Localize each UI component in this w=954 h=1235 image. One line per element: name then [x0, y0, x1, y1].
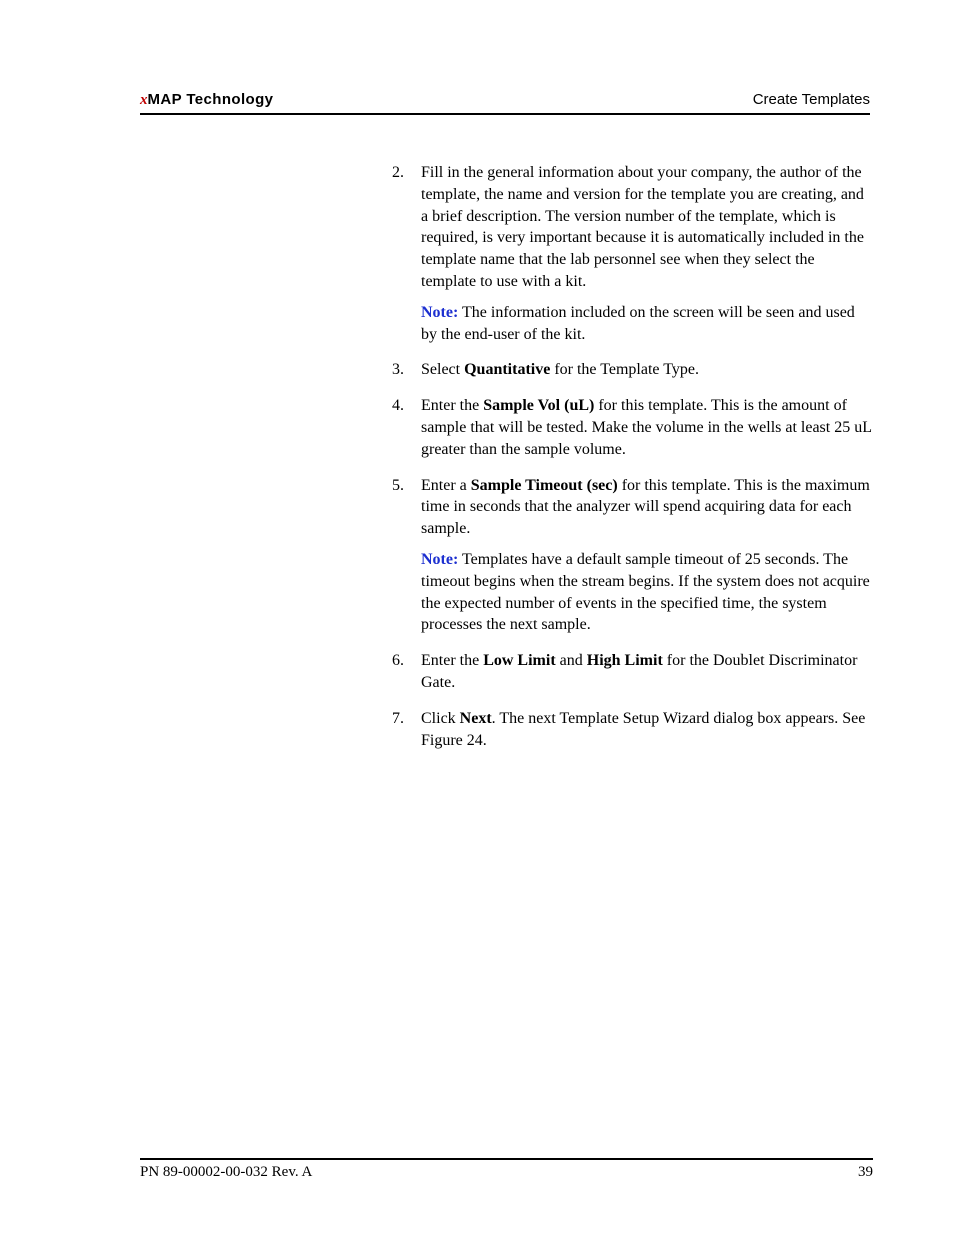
text-run: Select	[421, 361, 465, 379]
step-text: Fill in the general information about your company, the author of the template, the name and version for the template you are creating, and a brief description. The version number of the template, which is required, is very important because it is automatically included in the template name that the lab personnel see when they select the template to use with a kit.	[421, 164, 864, 290]
step-7	[392, 708, 872, 752]
ui-term: Sample Timeout (sec)	[470, 476, 618, 494]
page-number: 39	[858, 1164, 873, 1180]
text-run: Click	[421, 709, 460, 727]
note-text: Templates have a default sample timeout of 25 seconds. The timeout begins when the stream begins. If the system does not acquire the expected number of events in the specified time, the system processes the next sample.	[421, 550, 870, 634]
note-label: Note:	[421, 303, 459, 321]
brand-name: MAP Technology	[147, 91, 274, 108]
note-text: The information included on the screen will be seen and used by the end-user of the kit.	[421, 303, 855, 343]
page-header	[140, 90, 870, 115]
text-run: for the Doublet Discriminator Gate.	[421, 652, 858, 691]
page-footer	[140, 1158, 873, 1184]
ui-term: Sample Vol (uL)	[483, 397, 595, 415]
part-number: PN 89-00002-00-032 Rev. A	[140, 1164, 313, 1180]
step-text	[421, 395, 872, 460]
ui-term: High Limit	[586, 652, 663, 670]
step-number: 3.	[392, 361, 404, 379]
step-5	[392, 475, 872, 637]
brand-x: x	[140, 92, 148, 108]
note	[421, 302, 872, 346]
step-text	[421, 475, 872, 540]
note	[421, 549, 872, 636]
step-number: 4.	[392, 397, 404, 415]
text-run: and	[555, 652, 587, 670]
text-run: Enter the	[421, 652, 484, 670]
brand-title	[140, 91, 273, 109]
step-2	[392, 162, 872, 345]
step-text	[421, 359, 872, 381]
text-run: for this template. This is the maximum time in seconds that the analyzer will spend acquiring data for each sample.	[421, 476, 870, 538]
step-number: 5.	[392, 476, 404, 494]
section-title: Create Templates	[752, 91, 870, 108]
step-4	[392, 395, 872, 460]
step-number: 2.	[392, 164, 404, 181]
step-text	[421, 650, 872, 694]
step-6	[392, 650, 872, 694]
step-number: 7.	[392, 709, 404, 727]
step-text	[421, 708, 872, 752]
note-label: Note:	[421, 550, 459, 568]
text-run: for this template. This is the amount of sample that will be tested. Make the volume in the wells at least 25 uL greater than the sample volume.	[421, 397, 872, 458]
text-run: Enter the	[421, 397, 484, 415]
step-number: 6.	[392, 652, 404, 670]
step-3	[392, 359, 872, 381]
ui-term: Low Limit	[483, 652, 556, 670]
text-run: Enter a	[421, 476, 471, 494]
ui-term: Next	[459, 709, 492, 727]
ui-term: Quantitative	[464, 361, 551, 379]
instructions	[392, 162, 872, 765]
text-run: . The next Template Setup Wizard dialog box appears. See Figure 24.	[421, 709, 866, 749]
text-run: for the Template Type.	[550, 361, 699, 379]
